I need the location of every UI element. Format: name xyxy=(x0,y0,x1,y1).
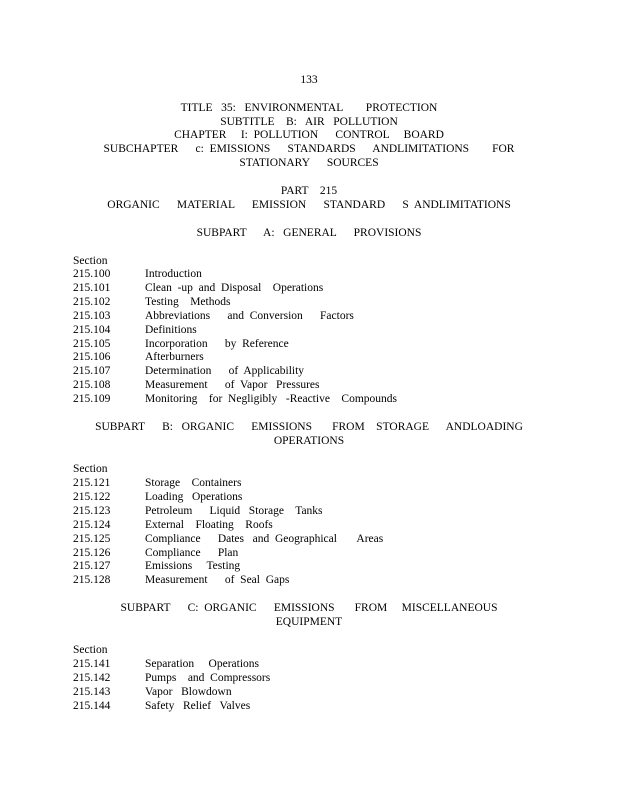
section-number: 215.107 xyxy=(73,365,111,378)
section-number: 215.143 xyxy=(73,685,111,698)
section-row xyxy=(73,518,273,532)
title-line: TITLE 35: ENVIRONMENTAL PROTECTION xyxy=(180,102,438,114)
section-row xyxy=(73,532,383,546)
subpart-c-heading-cont: EQUIPMENT xyxy=(275,616,343,628)
section-number: 215.109 xyxy=(73,393,111,406)
section-row xyxy=(73,281,323,295)
section-row xyxy=(73,476,241,490)
chapter-line: CHAPTER I: POLLUTION CONTROL BOARD xyxy=(174,129,444,141)
section-title: Vapor Blowdown xyxy=(145,685,232,698)
section-number: 215.122 xyxy=(73,490,111,503)
section-title: Pumps and Compressors xyxy=(145,671,271,684)
section-number: 215.126 xyxy=(73,546,111,559)
section-row xyxy=(73,337,289,351)
section-title: External Floating Roofs xyxy=(145,518,273,531)
section-row xyxy=(73,350,204,364)
section-title: Compliance Plan xyxy=(145,546,239,559)
subpart-b-heading: SUBPART B: ORGANIC EMISSIONS FROM STORAGE ANDLOADING xyxy=(95,421,523,433)
section-title: Introduction xyxy=(145,268,202,280)
section-title: Measurement of Vapor Pressures xyxy=(145,379,320,392)
section-label: Section xyxy=(73,255,108,267)
section-number: 215.106 xyxy=(73,351,111,364)
section-number: 215.127 xyxy=(73,560,111,573)
section-row xyxy=(73,364,304,378)
section-number: 215.103 xyxy=(73,309,111,322)
section-number: 215.105 xyxy=(73,337,111,350)
section-number: 215.124 xyxy=(73,518,111,531)
section-title: Petroleum Liquid Storage Tanks xyxy=(145,504,323,517)
section-row xyxy=(73,504,323,518)
section-row xyxy=(73,685,232,699)
subpart-c-heading: SUBPART C: ORGANIC EMISSIONS FROM MISCELLANEOUS xyxy=(120,602,498,614)
section-number: 215.141 xyxy=(73,658,111,670)
section-row xyxy=(73,657,259,671)
section-row xyxy=(73,490,242,504)
section-number: 215.142 xyxy=(73,671,111,684)
section-number: 215.144 xyxy=(73,699,111,712)
section-number: 215.123 xyxy=(73,504,111,517)
section-number: 215.104 xyxy=(73,323,111,336)
section-row xyxy=(73,267,202,281)
section-row xyxy=(73,559,240,573)
subpart-a-heading: SUBPART A: GENERAL PROVISIONS xyxy=(196,227,422,239)
subpart-b-heading-cont: OPERATIONS xyxy=(273,435,345,447)
section-row xyxy=(73,546,238,560)
section-row xyxy=(73,309,354,323)
section-row xyxy=(73,323,197,337)
section-title: Safety Relief Valves xyxy=(145,699,251,712)
part-number: PART 215 xyxy=(280,185,338,197)
page-number: 133 xyxy=(300,74,318,86)
section-title: Monitoring for Negligibly -Reactive Compounds xyxy=(145,393,398,406)
section-title: Separation Operations xyxy=(145,658,260,670)
section-number: 215.101 xyxy=(73,281,111,294)
section-number: 215.121 xyxy=(73,477,111,489)
section-title: Determination of Applicability xyxy=(145,365,305,378)
section-number: 215.128 xyxy=(73,574,111,587)
section-number: 215.108 xyxy=(73,379,111,392)
section-row xyxy=(73,392,397,406)
section-title: Compliance Dates and Geographical Areas xyxy=(145,532,384,545)
section-label: Section xyxy=(73,644,108,656)
section-title: Incorporation by Reference xyxy=(145,337,289,350)
section-title: Abbreviations and Conversion Factors xyxy=(145,309,354,322)
section-title: Measurement of Seal Gaps xyxy=(145,574,290,587)
section-title: Afterburners xyxy=(145,351,204,364)
section-row xyxy=(73,671,270,685)
section-title: Storage Containers xyxy=(145,477,242,489)
section-label: Section xyxy=(73,463,108,475)
section-row xyxy=(73,295,230,309)
section-row xyxy=(73,573,289,587)
part-name: ORGANIC MATERIAL EMISSION STANDARD S ANDLIMITATIONS xyxy=(107,199,511,211)
section-number: 215.100 xyxy=(73,268,111,280)
section-title: Loading Operations xyxy=(145,490,243,503)
subtitle-line: SUBTITLE B: AIR POLLUTION xyxy=(220,116,398,128)
section-title: Emissions Testing xyxy=(145,560,241,573)
subchapter-line-2: STATIONARY SOURCES xyxy=(239,157,379,169)
section-title: Testing Methods xyxy=(145,295,231,308)
subchapter-line-1: SUBCHAPTER c: EMISSIONS STANDARDS ANDLIMITATIONS FOR xyxy=(103,143,515,155)
section-number: 215.125 xyxy=(73,532,111,545)
section-row xyxy=(73,378,320,392)
section-row xyxy=(73,699,250,713)
section-number: 215.102 xyxy=(73,295,111,308)
section-title: Definitions xyxy=(145,323,197,336)
section-title: Clean -up and Disposal Operations xyxy=(145,281,324,294)
